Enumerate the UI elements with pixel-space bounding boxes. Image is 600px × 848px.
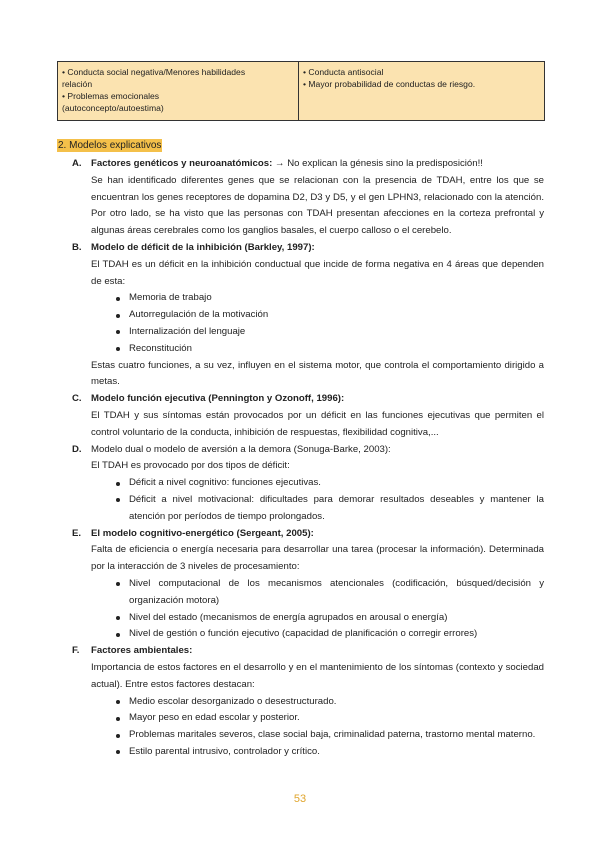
item-intro: El TDAH es un déficit en la inhibición conductual que incide de forma negativa en 4 áreas que dependen de esta:: [91, 258, 544, 287]
table-line: relación: [62, 79, 93, 89]
table-line: (autoconcepto/autoestima): [62, 103, 164, 113]
item-letter: F.: [72, 645, 80, 657]
item-title: Modelo función ejecutiva (Pennington y Ozonoff, 1996):: [91, 393, 345, 405]
model-item-b: [72, 240, 544, 391]
item-note: → No explican la génesis sino la predisposición!!: [272, 158, 483, 169]
models-list: [72, 156, 544, 761]
item-letter: B.: [72, 241, 82, 253]
model-item-e: [72, 526, 544, 644]
table-line: • Conducta social negativa/Menores habilidades: [62, 67, 246, 77]
table-cell-left: [58, 62, 299, 120]
bullet-list: [91, 576, 544, 643]
item-intro: El TDAH es provocado por dos tipos de déficit:: [91, 460, 290, 472]
list-item: Déficit a nivel cognitivo: funciones ejecutivas.: [129, 475, 544, 492]
item-text: Se han identificado diferentes genes que se relacionan con la presencia de TDAH, entre los que se encuentran los genes receptores de dopamina D2, D3 y D5, y el gen LPHN3, relacionado con la atención. Por otro lado, se ha visto que las personas con TDAH presentan afecciones en la corteza prefrontal y algunas áreas cerebrales como los ganglios basales, el cuerpo calloso o el cerebelo.: [91, 174, 544, 237]
model-item-c: [72, 391, 544, 441]
summary-table: [57, 61, 545, 121]
item-title: Modelo dual o modelo de aversión a la demora (Sonuga-Barke, 2003):: [91, 443, 391, 455]
list-item: Medio escolar desorganizado o desestructurado.: [129, 694, 544, 711]
list-item: Internalización del lenguaje: [129, 324, 544, 341]
item-letter: A.: [72, 158, 82, 169]
bullet-list: [91, 694, 544, 761]
item-title: Factores genéticos y neuroanatómicos:: [91, 158, 273, 169]
item-outro: Estas cuatro funciones, a su vez, influyen en el sistema motor, que controla el comportamiento dirigido a metas.: [91, 359, 544, 388]
list-item: Mayor peso en edad escolar y posterior.: [129, 710, 544, 727]
list-item: Memoria de trabajo: [129, 290, 544, 307]
bullet-list: [91, 290, 544, 357]
page-number: 53: [293, 793, 307, 805]
item-intro: Falta de eficiencia o energía necesaria para desarrollar una tarea (procesar la información). Determinada por la interacción de 3 niveles de procesamiento:: [91, 544, 544, 573]
table-line: • Conducta antisocial: [303, 67, 384, 77]
model-item-f: [72, 643, 544, 761]
list-item: Nivel del estado (mecanismos de energía agrupados en arousal o energía): [129, 610, 544, 627]
model-item-a: [72, 156, 544, 240]
item-title: Factores ambientales:: [91, 645, 193, 657]
model-item-d: [72, 442, 544, 526]
item-letter: D.: [72, 443, 82, 455]
table-line: • Problemas emocionales: [62, 91, 160, 101]
item-letter: C.: [72, 393, 82, 405]
section-title: 2. Modelos explicativos: [58, 140, 162, 151]
item-letter: E.: [72, 527, 82, 539]
item-text: El TDAH y sus síntomas están provocados por un déficit en las funciones ejecutivas que permiten el control voluntario de la conducta, inhibición de respuestas, flexibilidad cognitiva,...: [91, 409, 544, 438]
list-item: Nivel de gestión o función ejecutivo (capacidad de planificación o corregir errores): [129, 626, 544, 643]
table-cell-right: [299, 62, 544, 120]
table-line: • Mayor probabilidad de conductas de riesgo.: [303, 79, 476, 89]
item-intro: Importancia de estos factores en el desarrollo y en el mantenimiento de los síntomas (contexto y sociedad actual). Entre estos factores destacan:: [91, 661, 544, 690]
list-item: Nivel computacional de los mecanismos atencionales (codificación, búsqued/decisión y organización motora): [129, 576, 544, 610]
list-item: Déficit a nivel motivacional: dificultades para demorar resultados deseables y mantener la atención por períodos de tiempo prolongados.: [129, 492, 544, 526]
item-title: Modelo de déficit de la inhibición (Barkley, 1997):: [91, 241, 315, 253]
list-item: Estilo parental intrusivo, controlador y crítico.: [129, 744, 544, 761]
list-item: Reconstitución: [129, 341, 544, 358]
bullet-list: [91, 475, 544, 525]
list-item: Problemas maritales severos, clase social baja, criminalidad paterna, trastorno mental materno.: [129, 727, 544, 744]
list-item: Autorregulación de la motivación: [129, 307, 544, 324]
item-title: El modelo cognitivo-energético (Sergeant, 2005):: [91, 527, 314, 539]
